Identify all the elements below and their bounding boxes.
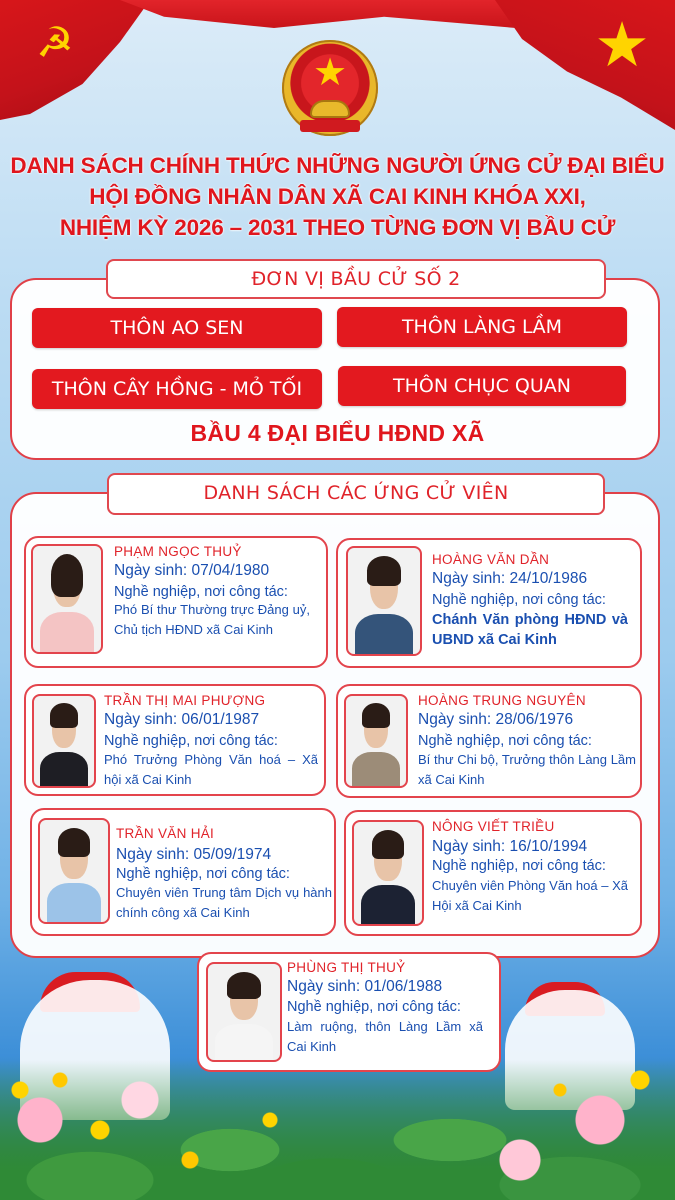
candidate-job: Chuyên viên Trung tâm Dịch vụ hành chính công xã Cai Kinh xyxy=(116,885,332,920)
elect-count-text: BẦU 4 ĐẠI BIỂU HĐND XÃ xyxy=(190,420,485,446)
emblem-gear xyxy=(310,100,350,118)
village-ao-sen: THÔN AO SEN xyxy=(32,308,322,348)
candidate-name: PHÙNG THỊ THUỶ xyxy=(287,960,406,975)
candidate-photo xyxy=(38,818,110,924)
candidate-name: NÔNG VIẾT TRIỀU xyxy=(432,819,555,834)
candidates-header: DANH SÁCH CÁC ỨNG CỬ VIÊN xyxy=(107,473,605,515)
candidate-job-label: Nghề nghiệp, nơi công tác: xyxy=(418,733,592,749)
candidate-job-label: Nghề nghiệp, nơi công tác: xyxy=(432,858,606,874)
flag-banner xyxy=(120,0,560,28)
candidate-job: Phó Trưởng Phòng Văn hoá – Xã hội xã Cai Kinh xyxy=(104,752,318,787)
title-line-1: DANH SÁCH CHÍNH THỨC NHỮNG NGƯỜI ỨNG CỬ ĐẠI BIỂU xyxy=(10,153,665,178)
candidate-name: HOÀNG TRUNG NGUYÊN xyxy=(418,693,586,708)
candidate-job-label: Nghề nghiệp, nơi công tác: xyxy=(104,733,278,749)
electoral-unit-header: ĐƠN VỊ BẦU CỬ SỐ 2 xyxy=(106,259,606,299)
candidate-job: Phó Bí thư Thường trực Đảng uỷ, Chủ tịch HĐND xã Cai Kinh xyxy=(114,602,310,637)
candidate-job-label: Nghề nghiệp, nơi công tác: xyxy=(114,584,288,600)
candidate-dob: Ngày sinh: 01/06/1988 xyxy=(287,978,443,995)
title-line-3: NHIỆM KỲ 2026 – 2031 THEO TỪNG ĐƠN VỊ BẦU CỬ xyxy=(59,215,616,240)
emblem-ribbon xyxy=(300,120,360,132)
candidate-photo xyxy=(346,546,422,656)
candidate-job: Bí thư Chi bộ, Trưởng thôn Làng Lầm xã Cai Kinh xyxy=(418,752,636,787)
candidate-photo xyxy=(31,544,103,654)
candidate-photo xyxy=(32,694,96,788)
candidate-name: TRẦN THỊ MAI PHƯỢNG xyxy=(104,693,266,708)
national-emblem xyxy=(282,40,378,136)
candidate-name: HOÀNG VĂN DẦN xyxy=(432,552,550,567)
candidate-name: PHẠM NGỌC THUỶ xyxy=(114,544,242,559)
candidate-dob: Ngày sinh: 07/04/1980 xyxy=(114,562,270,579)
village-chuc-quan: THÔN CHỤC QUAN xyxy=(338,366,626,406)
candidate-photo xyxy=(344,694,408,788)
candidate-dob: Ngày sinh: 05/09/1974 xyxy=(116,846,272,863)
star-icon: ★ xyxy=(594,8,650,81)
page-title xyxy=(0,150,675,243)
candidate-dob: Ngày sinh: 28/06/1976 xyxy=(418,711,574,728)
title-line-2: HỘI ĐỒNG NHÂN DÂN XÃ CAI KINH KHÓA XXI, xyxy=(89,184,586,209)
candidate-photo xyxy=(206,962,282,1062)
yellow-flowers xyxy=(0,1060,675,1200)
candidate-job-label: Nghề nghiệp, nơi công tác: xyxy=(116,866,290,882)
candidate-job: Chánh Văn phòng HĐND và UBND xã Cai Kinh xyxy=(432,612,628,648)
candidate-job-label: Nghề nghiệp, nơi công tác: xyxy=(432,592,606,608)
candidate-photo xyxy=(352,820,424,926)
emblem-star-icon: ★ xyxy=(312,50,348,94)
candidate-job: Làm ruộng, thôn Làng Lầm xã Cai Kinh xyxy=(287,1019,483,1054)
candidate-dob: Ngày sinh: 24/10/1986 xyxy=(432,570,588,587)
candidate-job-label: Nghề nghiệp, nơi công tác: xyxy=(287,999,461,1015)
candidate-dob: Ngày sinh: 06/01/1987 xyxy=(104,711,260,728)
hammer-sickle-icon: ☭ xyxy=(36,18,74,67)
village-lang-lam: THÔN LÀNG LẦM xyxy=(337,307,627,347)
candidate-dob: Ngày sinh: 16/10/1994 xyxy=(432,838,588,855)
village-cay-hong-mo-toi: THÔN CÂY HỒNG - MỎ TỐI xyxy=(32,369,322,409)
candidate-job: Chuyên viên Phòng Văn hoá – Xã Hội xã Cai Kinh xyxy=(432,878,628,913)
candidate-name: TRẦN VĂN HẢI xyxy=(116,826,215,841)
